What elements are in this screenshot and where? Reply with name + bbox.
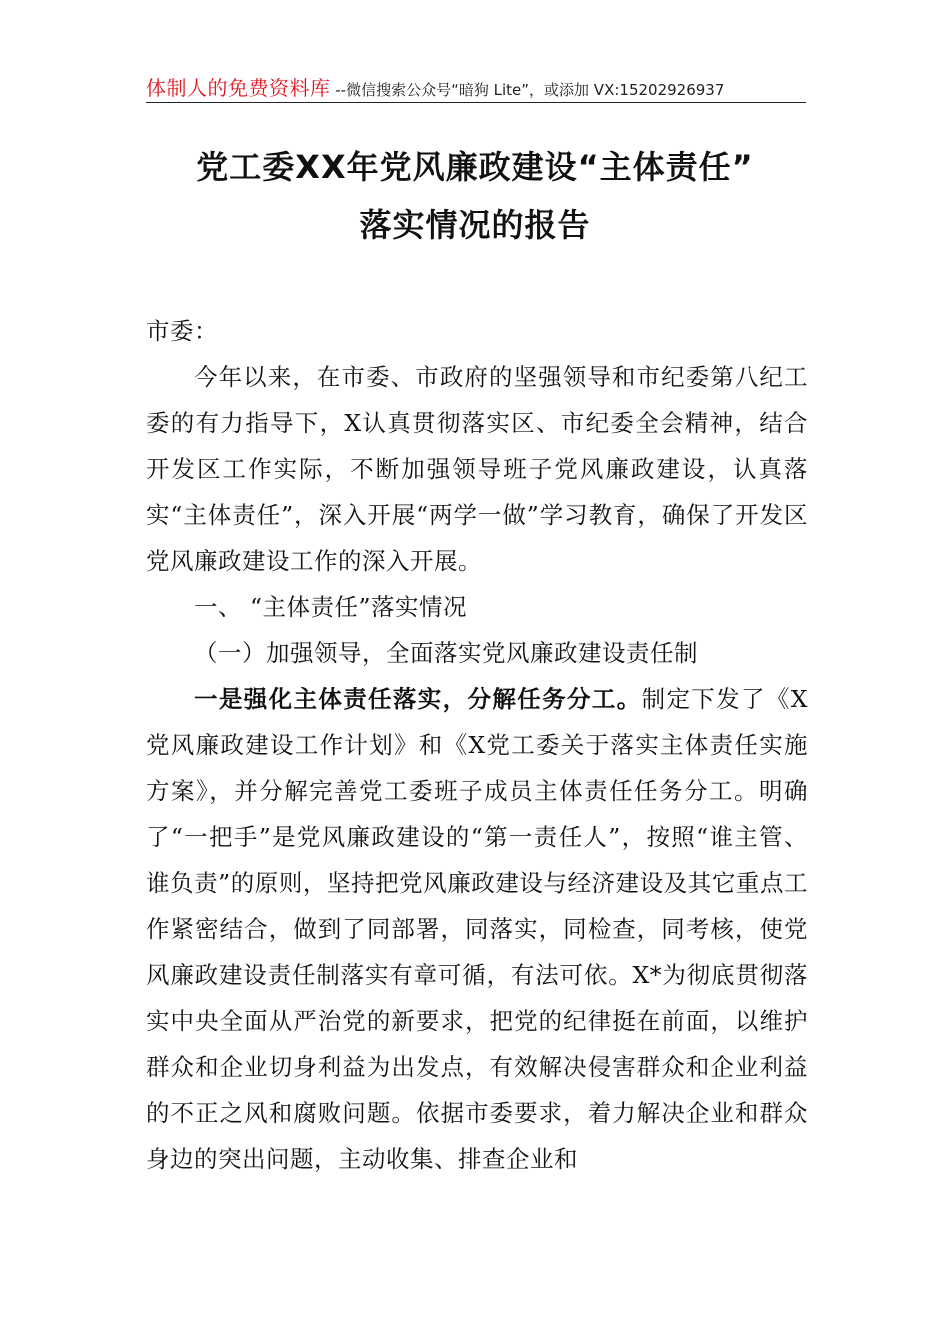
section-heading-1: 一、 “主体责任”落实情况 <box>194 593 467 621</box>
watermark-header <box>146 72 806 103</box>
header-contact: --微信搜索公众号“暗狗 Lite”，或添加 VX:15202926937 <box>330 81 725 99</box>
intro-paragraph: 今年以来，在市委、市政府的坚强领导和市纪委第八纪工委的有力指导下，X认真贯彻落实区、市纪委全会精神，结合开发区工作实际，不断加强领导班子党风廉政建设，认真落实“主体责任”，深入开展“两学一做”学习教育，确保了开发区党风廉政建设工作的深入开展。 <box>146 363 808 575</box>
point-1-lead: 一是强化主体责任落实，分解任务分工。 <box>194 685 642 713</box>
document-body <box>146 308 808 1182</box>
salutation: 市委： <box>146 317 218 345</box>
point-1-text: 制定下发了《X党风廉政建设工作计划》和《X党工委关于落实主体责任实施方案》，并分解完善党工委班子成员主体责任任务分工。明确了“一把手”是党风廉政建设的“第一责任人”，按照“谁主管、谁负责”的原则，坚持把党风廉政建设与经济建设及其它重点工作紧密结合，做到了同部署，同落实，同检查，同考核，使党风廉政建设责任制落实有章可循，有法可依。X*为彻底贯彻落实中央全面从严治党的新要求，把党的纪律挺在前面，以维护群众和企业切身利益为出发点，有效解决侵害群众和企业利益的不正之风和腐败问题。依据市委要求，着力解决企业和群众身边的突出问题，主动收集、排查企业和 <box>146 685 808 1173</box>
subsection-heading-1: （一）加强领导，全面落实党风廉政建设责任制 <box>194 639 698 667</box>
document-title-line-1: 党工委XX年党风廉政建设“主体责任” <box>196 148 754 186</box>
header-brand: 体制人的免费资料库 <box>146 76 331 100</box>
point-1-paragraph <box>146 676 808 1182</box>
document-title-line-2: 落实情况的报告 <box>359 206 591 244</box>
